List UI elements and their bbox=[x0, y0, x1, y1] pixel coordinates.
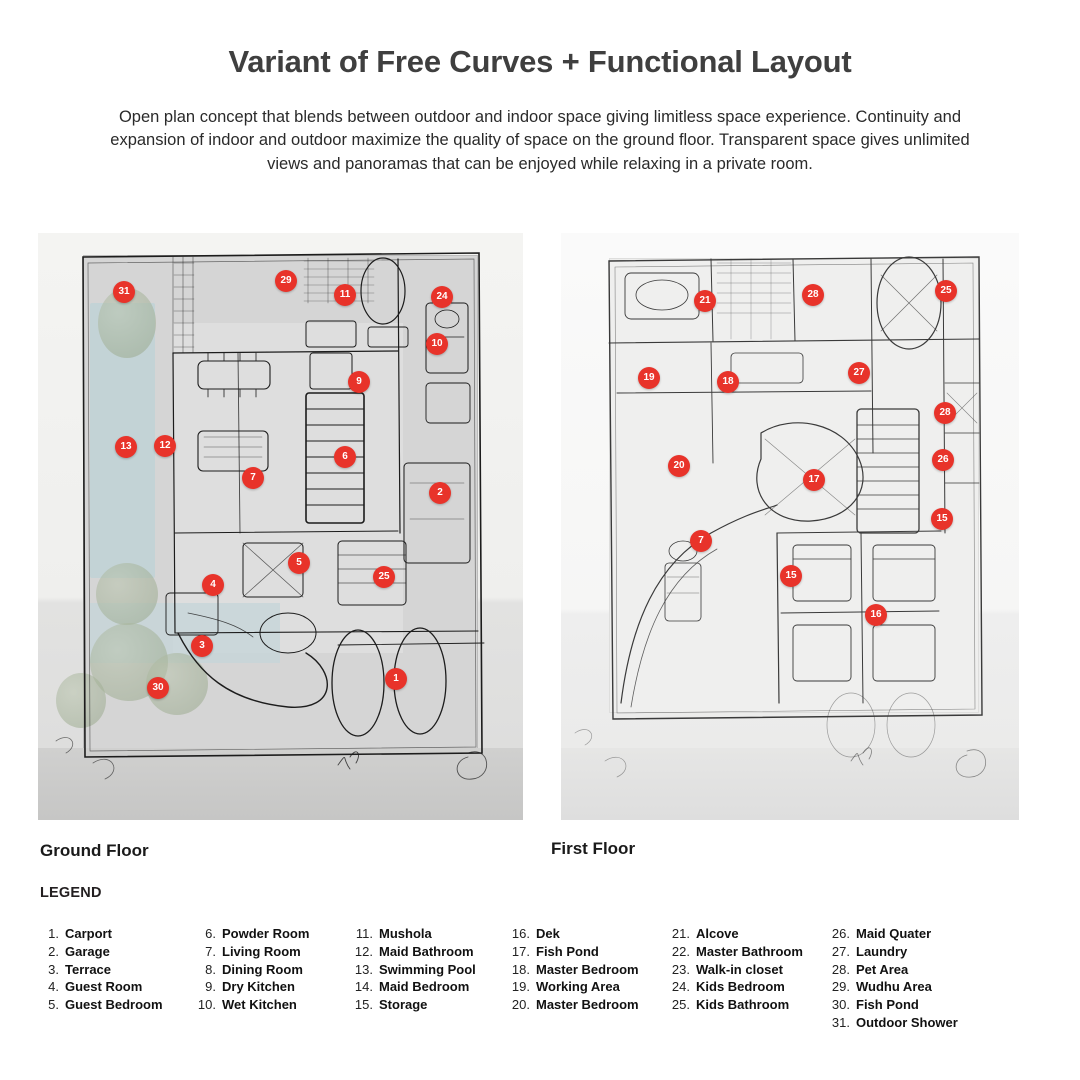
plan-marker[interactable]: 12 bbox=[154, 435, 176, 457]
legend-item bbox=[34, 996, 191, 1013]
legend-item bbox=[191, 978, 348, 995]
legend-item bbox=[191, 943, 348, 960]
plan-marker[interactable]: 28 bbox=[934, 402, 956, 424]
plan-marker[interactable]: 20 bbox=[668, 455, 690, 477]
legend-item-label: Master Bedroom bbox=[536, 997, 639, 1013]
legend-item bbox=[825, 925, 985, 942]
legend-item-number: 28. bbox=[831, 961, 850, 977]
legend-item-label: Alcove bbox=[696, 926, 739, 941]
legend-item bbox=[665, 978, 825, 995]
legend-item-label: Master Bathroom bbox=[696, 943, 803, 959]
plan-marker[interactable]: 15 bbox=[780, 565, 802, 587]
legend-item-number: 24. bbox=[671, 979, 690, 995]
legend-item-number: 30. bbox=[831, 997, 850, 1013]
legend-item-number: 29. bbox=[831, 979, 850, 995]
legend-item bbox=[825, 961, 985, 978]
legend-item bbox=[34, 925, 191, 942]
legend-item-label: Pet Area bbox=[856, 961, 909, 977]
page-title: Variant of Free Curves + Functional Layout bbox=[228, 44, 852, 79]
legend-item-label: Outdoor Shower bbox=[856, 1014, 958, 1030]
legend-item-label: Mushola bbox=[379, 926, 432, 941]
legend-item bbox=[505, 996, 665, 1013]
plan-marker[interactable]: 21 bbox=[694, 290, 716, 312]
legend-column bbox=[825, 925, 985, 1032]
legend-item-label: Living Room bbox=[222, 943, 301, 959]
plan-marker[interactable]: 10 bbox=[426, 333, 448, 355]
legend-item bbox=[665, 996, 825, 1013]
legend-item-label: Swimming Pool bbox=[379, 961, 476, 977]
first-floor-linework bbox=[561, 233, 1019, 820]
plan-marker[interactable]: 3 bbox=[191, 635, 213, 657]
plan-marker[interactable]: 7 bbox=[690, 530, 712, 552]
legend-item-label: Dry Kitchen bbox=[222, 979, 295, 995]
legend-item-number: 6. bbox=[205, 926, 216, 941]
legend-item-number: 3. bbox=[48, 961, 59, 977]
plan-marker[interactable]: 9 bbox=[348, 371, 370, 393]
legend-item-label: Dining Room bbox=[222, 961, 303, 977]
legend-item bbox=[825, 978, 985, 995]
legend-item-number: 27. bbox=[831, 943, 850, 959]
legend-column bbox=[505, 925, 665, 1032]
legend-item bbox=[191, 961, 348, 978]
legend-item-number: 5. bbox=[48, 997, 59, 1013]
legend-item-label: Master Bedroom bbox=[536, 961, 639, 977]
plan-marker[interactable]: 15 bbox=[931, 508, 953, 530]
plan-marker[interactable]: 25 bbox=[935, 280, 957, 302]
plan-marker[interactable]: 7 bbox=[242, 467, 264, 489]
legend-title: LEGEND bbox=[40, 885, 102, 901]
plan-marker[interactable]: 24 bbox=[431, 286, 453, 308]
legend-item-label: Fish Pond bbox=[856, 997, 919, 1013]
legend-item bbox=[505, 943, 665, 960]
legend-column bbox=[191, 925, 348, 1032]
plan-marker[interactable]: 28 bbox=[802, 284, 824, 306]
legend-item bbox=[825, 943, 985, 960]
plan-marker[interactable]: 31 bbox=[113, 281, 135, 303]
legend-column bbox=[348, 925, 505, 1032]
plan-marker[interactable]: 18 bbox=[717, 371, 739, 393]
plan-marker[interactable]: 26 bbox=[932, 449, 954, 471]
legend-item-number: 14. bbox=[354, 979, 373, 995]
plan-marker[interactable]: 17 bbox=[803, 469, 825, 491]
legend-item-label: Kids Bedroom bbox=[696, 979, 785, 995]
legend-item-label: Walk-in closet bbox=[696, 961, 783, 977]
legend-item bbox=[348, 925, 505, 942]
legend-item-number: 13. bbox=[354, 961, 373, 977]
plan-marker[interactable]: 19 bbox=[638, 367, 660, 389]
legend-item bbox=[665, 925, 825, 942]
legend-item-label: Maid Quater bbox=[856, 926, 932, 941]
legend-item-number: 12. bbox=[354, 943, 373, 959]
plan-marker[interactable]: 13 bbox=[115, 436, 137, 458]
legend-item bbox=[665, 961, 825, 978]
plan-marker[interactable]: 30 bbox=[147, 677, 169, 699]
legend-item-number: 4. bbox=[48, 979, 59, 995]
legend-item bbox=[191, 996, 348, 1013]
legend-item-number: 19. bbox=[511, 979, 530, 995]
plan-marker[interactable]: 29 bbox=[275, 270, 297, 292]
legend-item-label: Fish Pond bbox=[536, 943, 599, 959]
legend-item bbox=[825, 1014, 985, 1031]
legend-item-number: 26. bbox=[831, 926, 850, 941]
legend-item bbox=[665, 943, 825, 960]
legend-item bbox=[505, 925, 665, 942]
legend-item-label: Kids Bathroom bbox=[696, 997, 790, 1013]
legend-item bbox=[348, 978, 505, 995]
legend-item-number: 23. bbox=[671, 961, 690, 977]
legend-item-number: 16. bbox=[511, 926, 530, 941]
legend-item-label: Laundry bbox=[856, 943, 908, 959]
legend bbox=[34, 925, 1044, 1032]
legend-item bbox=[348, 943, 505, 960]
legend-item-label: Terrace bbox=[65, 961, 112, 977]
legend-item-label: Wudhu Area bbox=[856, 979, 932, 995]
legend-item-label: Working Area bbox=[536, 979, 620, 995]
legend-item-number: 1. bbox=[48, 926, 59, 941]
legend-item-label: Maid Bathroom bbox=[379, 943, 474, 959]
plan-marker[interactable]: 6 bbox=[334, 446, 356, 468]
legend-item bbox=[505, 978, 665, 995]
plan-marker[interactable]: 5 bbox=[288, 552, 310, 574]
legend-item-number: 11. bbox=[355, 926, 373, 941]
first-floor-caption: First Floor bbox=[551, 839, 636, 858]
legend-column bbox=[665, 925, 825, 1032]
first-floor-plan-image[interactable] bbox=[561, 233, 1019, 820]
legend-item-number: 20. bbox=[511, 997, 530, 1013]
plan-marker[interactable]: 16 bbox=[865, 604, 887, 626]
ground-floor-linework bbox=[38, 233, 523, 820]
page-description: Open plan concept that blends between outdoor and indoor space giving limitless space experience. Continuity and expansion of indoor and outdoor maximize the quality of space on the ground floor. Transparent space gives unlimited views and panoramas that can be enjoyed while relaxing in a private room. bbox=[110, 108, 970, 173]
legend-item-label: Guest Room bbox=[65, 979, 143, 995]
legend-item bbox=[825, 996, 985, 1013]
legend-item-number: 9. bbox=[205, 979, 216, 995]
legend-item-label: Garage bbox=[65, 943, 110, 959]
legend-item-label: Powder Room bbox=[222, 926, 310, 941]
legend-item bbox=[348, 996, 505, 1013]
legend-item bbox=[505, 961, 665, 978]
plan-marker[interactable]: 25 bbox=[373, 566, 395, 588]
legend-item-label: Dek bbox=[536, 926, 560, 941]
legend-item-label: Storage bbox=[379, 997, 428, 1013]
legend-item-label: Carport bbox=[65, 926, 112, 941]
plan-marker[interactable]: 11 bbox=[334, 284, 356, 306]
legend-item bbox=[191, 925, 348, 942]
legend-item-number: 17. bbox=[511, 943, 530, 959]
legend-column bbox=[34, 925, 191, 1032]
legend-item bbox=[34, 961, 191, 978]
plan-marker[interactable]: 4 bbox=[202, 574, 224, 596]
legend-item-number: 2. bbox=[48, 943, 59, 959]
legend-item bbox=[34, 978, 191, 995]
legend-item-number: 21. bbox=[671, 926, 690, 941]
legend-item bbox=[348, 961, 505, 978]
legend-item-number: 10. bbox=[197, 997, 216, 1013]
legend-item-label: Maid Bedroom bbox=[379, 979, 470, 995]
legend-item-number: 25. bbox=[671, 997, 690, 1013]
legend-item-number: 15. bbox=[354, 997, 373, 1013]
legend-item-label: Guest Bedroom bbox=[65, 997, 163, 1013]
legend-item-number: 7. bbox=[205, 943, 216, 959]
plan-marker[interactable]: 2 bbox=[429, 482, 451, 504]
legend-item bbox=[34, 943, 191, 960]
plan-marker[interactable]: 1 bbox=[385, 668, 407, 690]
ground-floor-caption: Ground Floor bbox=[40, 841, 149, 860]
legend-item-number: 8. bbox=[205, 961, 216, 977]
legend-item-number: 31. bbox=[831, 1014, 850, 1030]
plan-marker[interactable]: 27 bbox=[848, 362, 870, 384]
legend-item-label: Wet Kitchen bbox=[222, 997, 297, 1013]
legend-item-number: 22. bbox=[671, 943, 690, 959]
legend-item-number: 18. bbox=[511, 961, 530, 977]
ground-floor-plan-image[interactable] bbox=[38, 233, 523, 820]
